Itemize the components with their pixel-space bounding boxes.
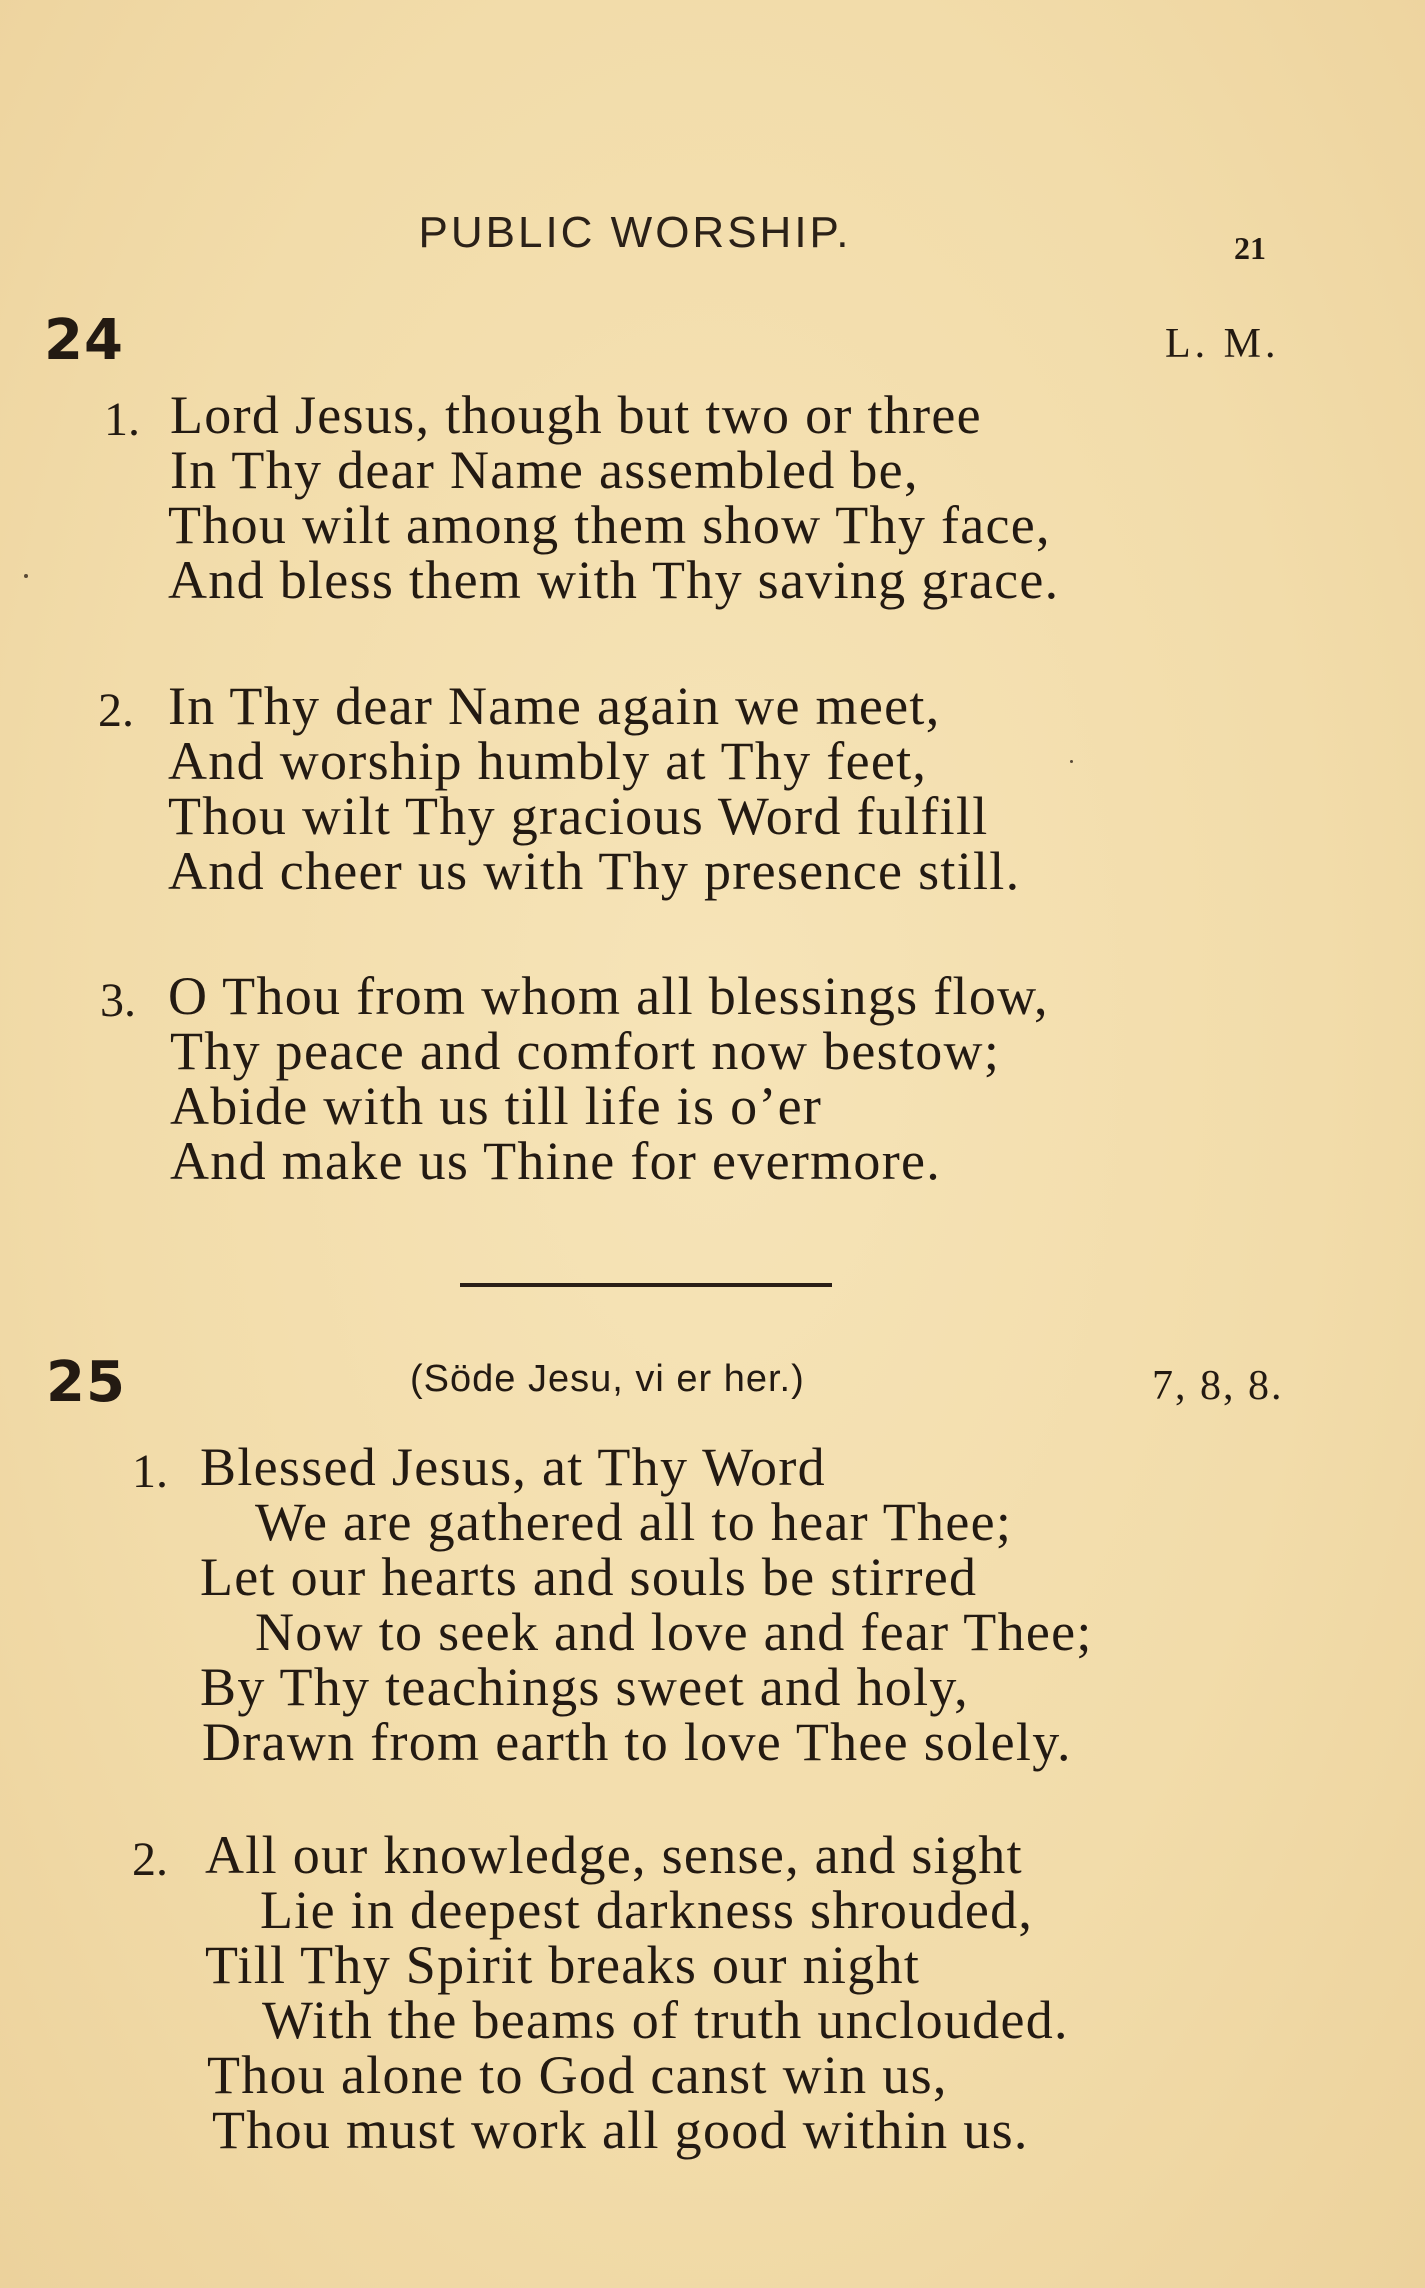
running-title: PUBLIC WORSHIP. (418, 208, 852, 257)
paper-speck (1070, 760, 1073, 763)
verse-line: We are gathered all to hear Thee; (255, 1492, 1013, 1552)
verse-line: In Thy dear Name again we meet, (168, 676, 941, 736)
hymn-24-number: 24 (44, 308, 124, 373)
hymn-25-tune: (Söde Jesu, vi er her.) (410, 1358, 805, 1400)
verse-line: O Thou from whom all blessings flow, (168, 966, 1049, 1026)
hymn-25-verse-1-number: 1. (132, 1445, 168, 1498)
verse-line: And make us Thine for evermore. (170, 1131, 942, 1191)
section-divider (460, 1283, 832, 1287)
hymn-25-verse-2-number: 2. (132, 1833, 168, 1886)
paper-speck (24, 574, 28, 578)
verse-line: With the beams of truth unclouded. (262, 1990, 1069, 2050)
verse-line: And bless them with Thy saving grace. (168, 550, 1060, 610)
verse-line: Thou wilt among them show Thy face, (168, 495, 1051, 555)
verse-line: And worship humbly at Thy feet, (168, 731, 928, 791)
page-number: 21 (1234, 230, 1266, 266)
verse-line: Now to seek and love and fear Thee; (255, 1602, 1093, 1662)
hymn-25-meter: 7, 8, 8. (1152, 1363, 1284, 1409)
verse-line: In Thy dear Name assembled be, (170, 440, 919, 500)
verse-line: Blessed Jesus, at Thy Word (200, 1437, 826, 1497)
hymn-25-number: 25 (46, 1350, 126, 1415)
hymn-24-verse-1-number: 1. (104, 393, 140, 446)
verse-line: Lie in deepest darkness shrouded, (260, 1880, 1034, 1940)
verse-line: Thou alone to God canst win us, (207, 2045, 948, 2105)
verse-line: All our knowledge, sense, and sight (205, 1825, 1023, 1885)
verse-line: Thy peace and comfort now bestow; (170, 1021, 1001, 1081)
hymn-24-verse-3-number: 3. (100, 974, 136, 1027)
hymn-24-verse-2-number: 2. (98, 684, 134, 737)
hymn-24-meter: L. M. (1165, 321, 1280, 367)
verse-line: Drawn from earth to love Thee solely. (202, 1712, 1072, 1772)
verse-line: Thou must work all good within us. (212, 2100, 1029, 2160)
verse-line: Lord Jesus, though but two or three (170, 385, 982, 445)
verse-line: Till Thy Spirit breaks our night (205, 1935, 921, 1995)
verse-line: Thou wilt Thy gracious Word fulfill (168, 786, 989, 846)
verse-line: Abide with us till life is o’er (170, 1076, 823, 1136)
verse-line: Let our hearts and souls be stirred (200, 1547, 978, 1607)
verse-line: By Thy teachings sweet and holy, (200, 1657, 969, 1717)
verse-line: And cheer us with Thy presence still. (168, 841, 1021, 901)
